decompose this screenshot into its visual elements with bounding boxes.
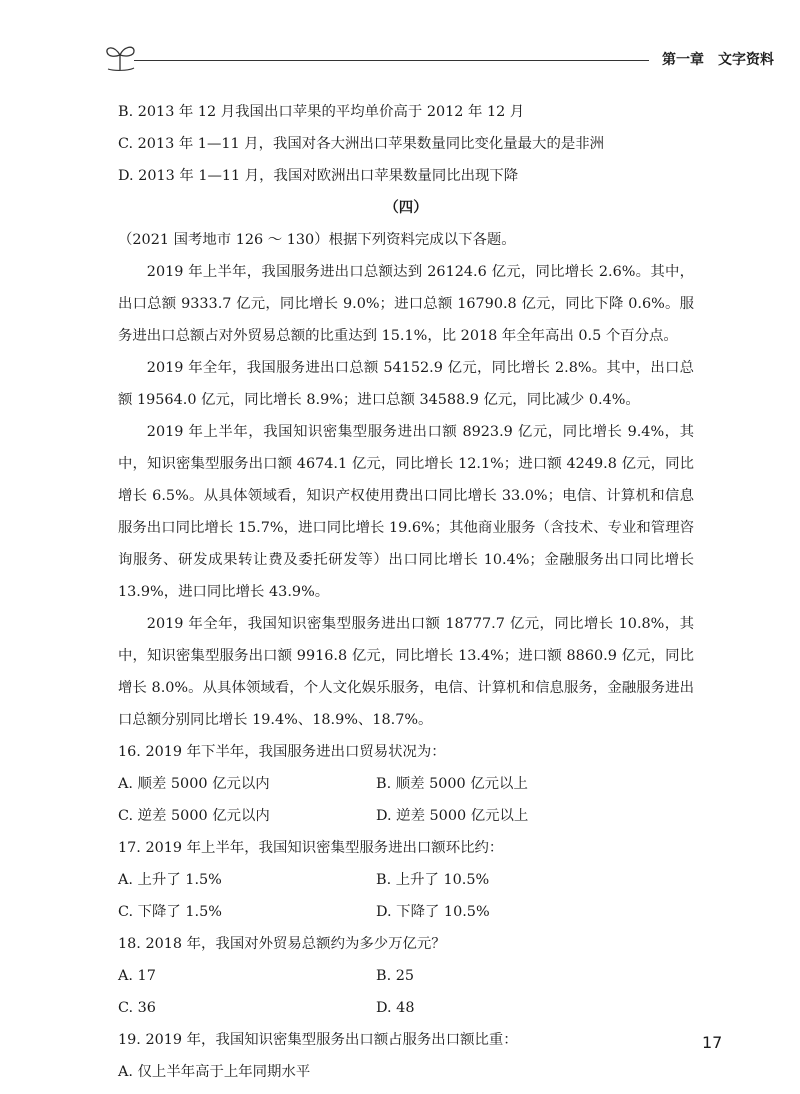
question-17: 17. 2019 年上半年，我国知识密集型服务进出口额环比约： (118, 840, 504, 856)
header-rule-left (134, 60, 649, 61)
question-16: 16. 2019 年下半年，我国服务进出口贸易状况为： (118, 744, 446, 760)
question-18: 18. 2018 年，我国对外贸易总额约为多少万亿元？ (118, 936, 446, 952)
page-header (104, 36, 780, 76)
sprout-icon (104, 42, 138, 72)
paragraph: 2019 年全年，我国服务进出口总额 54152.9 亿元，同比增长 2.8%。其中，出口总额 19564.0 亿元，同比增长 8.9%；进口总额 34588.9 亿元，同比减少 0.4%。 (118, 360, 694, 408)
options-row (118, 960, 694, 992)
option-line: C. 2013 年 1—11 月，我国对各大洲出口苹果数量同比变化量最大的是非洲 (118, 136, 605, 152)
option-a: A. 上升了 1.5% (118, 872, 222, 888)
option-b: B. 25 (376, 968, 415, 984)
section-heading: （四） (384, 199, 428, 216)
option-b: B. 顺差 5000 亿元以上 (376, 776, 528, 792)
option-c: C. 36 (118, 1000, 156, 1016)
chapter-title: 第一章 文字资料 (662, 52, 774, 68)
options-row (118, 896, 694, 928)
option-line: D. 2013 年 1—11 月，我国对欧洲出口苹果数量同比出现下降 (118, 168, 519, 184)
paragraph: 2019 年上半年，我国服务进出口总额达到 26124.6 亿元，同比增长 2.6%。其中，出口总额 9333.7 亿元，同比增长 9.0%；进口总额 16790.8 亿元，同比下降 0.6%。服务进出口总额占对外贸易总额的比重达到 15.1%，比 2018 年全年高出 0.5 个百分点。 (118, 264, 694, 344)
option-a: A. 仅上半年高于上年同期水平 (118, 1064, 311, 1080)
options-row (118, 800, 694, 832)
option-b: B. 上升了 10.5% (376, 872, 490, 888)
page-number: 17 (702, 1033, 723, 1052)
option-line: B. 2013 年 12 月我国出口苹果的平均单价高于 2012 年 12 月 (118, 104, 525, 120)
option-a: A. 顺差 5000 亿元以内 (118, 776, 270, 792)
options-row (118, 864, 694, 896)
option-c: C. 下降了 1.5% (118, 904, 222, 920)
option-d: D. 48 (376, 1000, 415, 1016)
option-a: A. 17 (118, 968, 156, 984)
option-d: D. 逆差 5000 亿元以上 (376, 808, 529, 824)
question-19: 19. 2019 年，我国知识密集型服务出口额占服务出口额比重： (118, 1032, 518, 1048)
options-row (118, 992, 694, 1024)
page-body (118, 96, 694, 1088)
paragraph: 2019 年全年，我国知识密集型服务进出口额 18777.7 亿元，同比增长 10.8%，其中，知识密集型服务出口额 9916.8 亿元，同比增长 13.4%；进口额 8860.9 亿元，同比增长 8.0%。从具体领域看，个人文化娱乐服务，电信、计算机和信息服务，金融服务进出口总额分别同比增长 19.4%、18.9%、18.7%。 (118, 616, 694, 728)
paragraph: 2019 年上半年，我国知识密集型服务进出口额 8923.9 亿元，同比增长 9.4%，其中，知识密集型服务出口额 4674.1 亿元，同比增长 12.1%；进口额 4249.8 亿元，同比增长 6.5%。从具体领域看，知识产权使用费出口同比增长 33.0%；电信、计算机和信息服务出口同比增长 15.7%，进口同比增长 19.6%；其他商业服务（含技术、专业和管理咨询服务、研发成果转让费及委托研发等）出口同比增长 10.4%；金融服务出口同比增长 13.9%，进口同比增长 43.9%。 (118, 424, 694, 600)
intro-line: （2021 国考地市 126 ～ 130）根据下列资料完成以下各题。 (118, 232, 516, 248)
option-d: D. 下降了 10.5% (376, 904, 490, 920)
option-c: C. 逆差 5000 亿元以内 (118, 808, 270, 824)
options-row (118, 768, 694, 800)
